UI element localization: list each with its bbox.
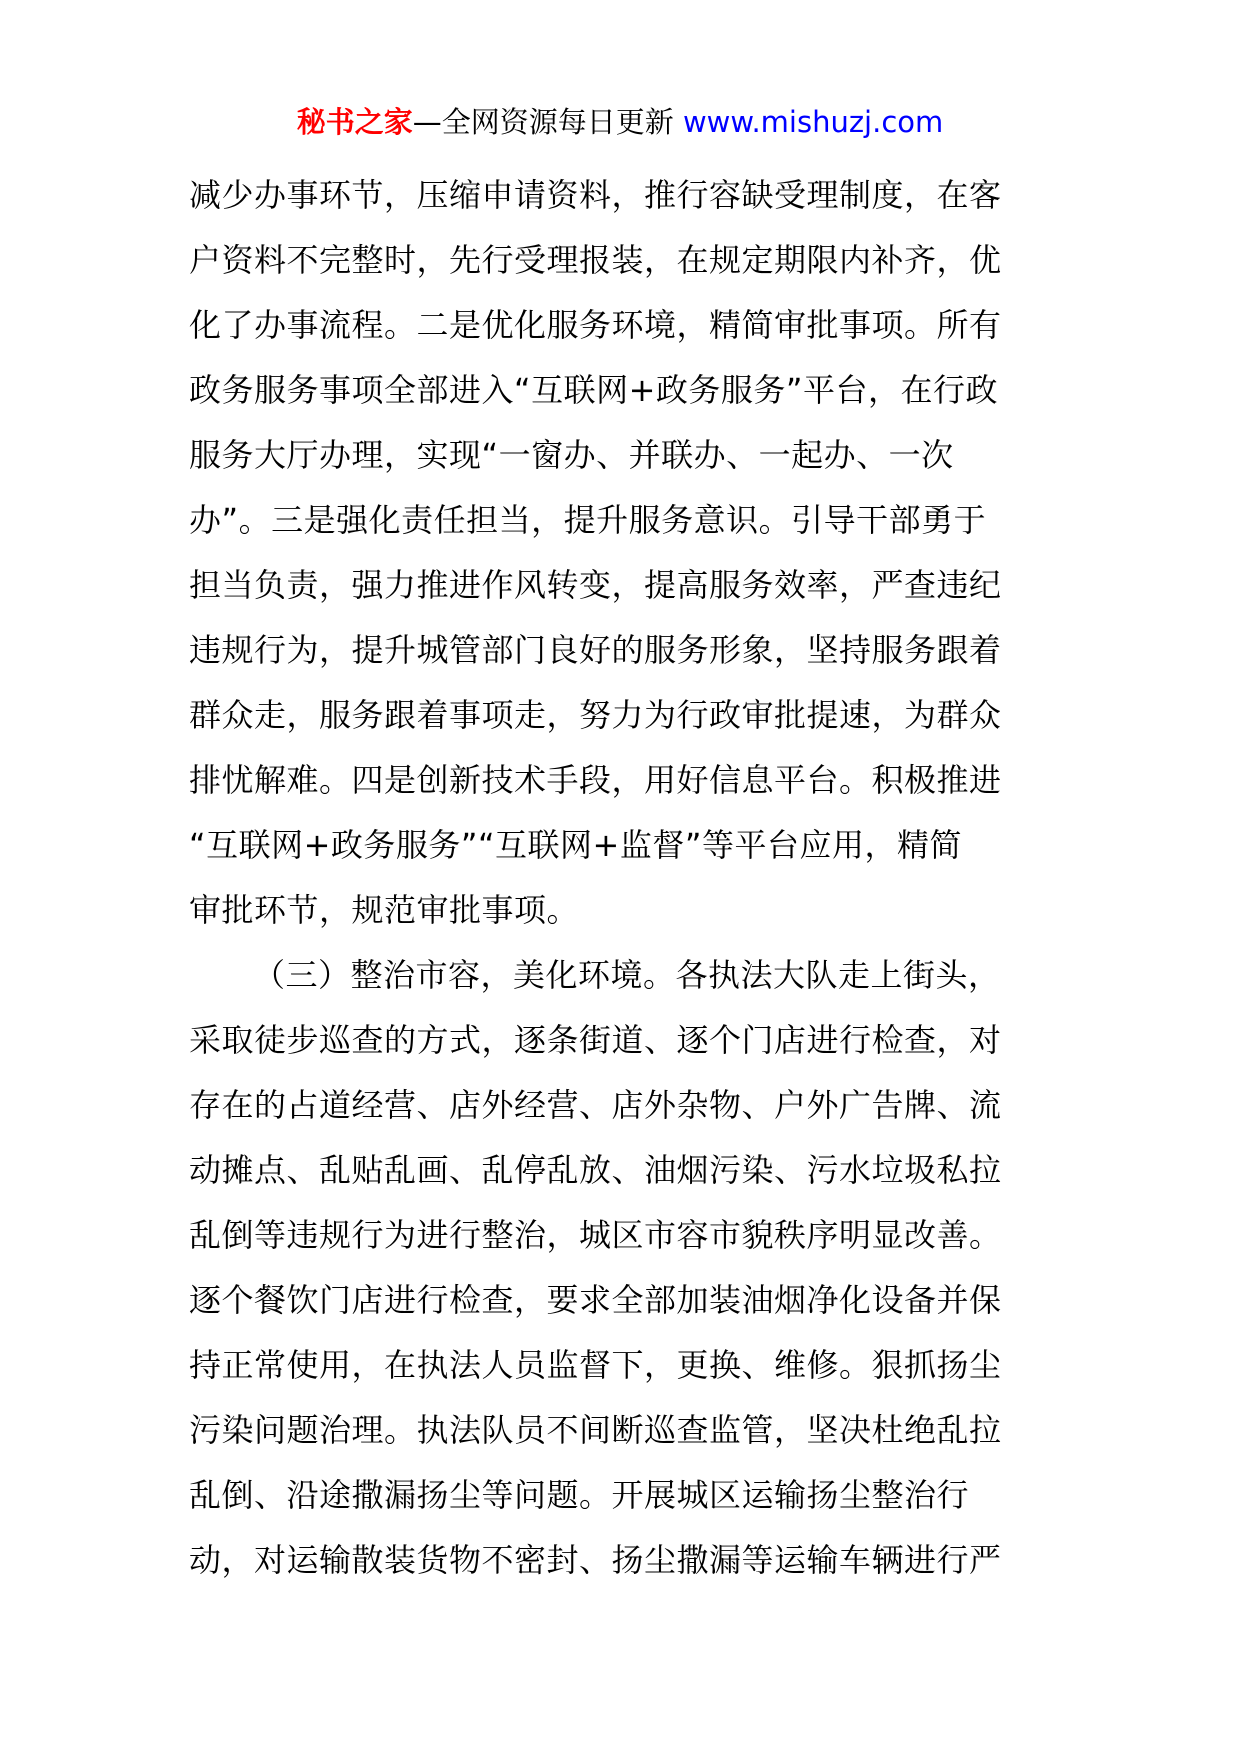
site-url[interactable]: www.mishuzj.com bbox=[682, 105, 944, 139]
text-line: 存在的占道经营、店外经营、店外杂物、户外广告牌、流 bbox=[189, 1086, 1002, 1124]
text-line: “互联网+政务服务”“互联网+监督”等平台应用，精简 bbox=[189, 826, 962, 864]
site-brand: 秘书之家 bbox=[296, 105, 413, 139]
text-line: 减少办事环节，压缩申请资料，推行容缺受理制度，在客 bbox=[189, 176, 1002, 214]
text-line: 化了办事流程。二是优化服务环境，精简审批事项。所有 bbox=[189, 306, 1002, 344]
document-body bbox=[189, 163, 1069, 1593]
page-header bbox=[0, 102, 1240, 142]
text-line: 服务大厅办理，实现“一窗办、并联办、一起办、一次 bbox=[189, 436, 954, 474]
site-slogan: —全网资源每日更新 bbox=[412, 105, 683, 139]
text-line: 动摊点、乱贴乱画、乱停乱放、油烟污染、污水垃圾私拉 bbox=[189, 1151, 1002, 1189]
text-line: 动，对运输散装货物不密封、扬尘撒漏等运输车辆进行严 bbox=[189, 1541, 1002, 1579]
text-line: 违规行为，提升城管部门良好的服务形象，坚持服务跟着 bbox=[189, 631, 1002, 669]
text-line: 审批环节，规范审批事项。 bbox=[189, 891, 580, 929]
text-line: 采取徒步巡查的方式，逐条街道、逐个门店进行检查，对 bbox=[189, 1021, 1002, 1059]
text-line: 逐个餐饮门店进行检查，要求全部加装油烟净化设备并保 bbox=[189, 1281, 1002, 1319]
text-line: 乱倒等违规行为进行整治，城区市容市貌秩序明显改善。 bbox=[189, 1216, 1002, 1254]
text-line: 担当负责，强力推进作风转变，提高服务效率，严查违纪 bbox=[189, 566, 1002, 604]
text-line: 办”。三是强化责任担当，提升服务意识。引导干部勇于 bbox=[189, 501, 987, 539]
text-line: 户资料不完整时，先行受理报装，在规定期限内补齐，优 bbox=[189, 241, 1002, 279]
text-line: 群众走，服务跟着事项走，努力为行政审批提速，为群众 bbox=[189, 696, 1002, 734]
section-heading-line: （三）整治市容，美化环境。各执法大队走上街头， bbox=[253, 956, 1001, 994]
text-line: 污染问题治理。执法队员不间断巡查监管，坚决杜绝乱拉 bbox=[189, 1411, 1002, 1449]
text-line: 持正常使用，在执法人员监督下，更换、维修。狠抓扬尘 bbox=[189, 1346, 1002, 1384]
text-line: 乱倒、沿途撒漏扬尘等问题。开展城区运输扬尘整治行 bbox=[189, 1476, 970, 1514]
text-line: 政务服务事项全部进入“互联网+政务服务”平台，在行政 bbox=[189, 371, 998, 409]
text-line: 排忧解难。四是创新技术手段，用好信息平台。积极推进 bbox=[189, 761, 1002, 799]
